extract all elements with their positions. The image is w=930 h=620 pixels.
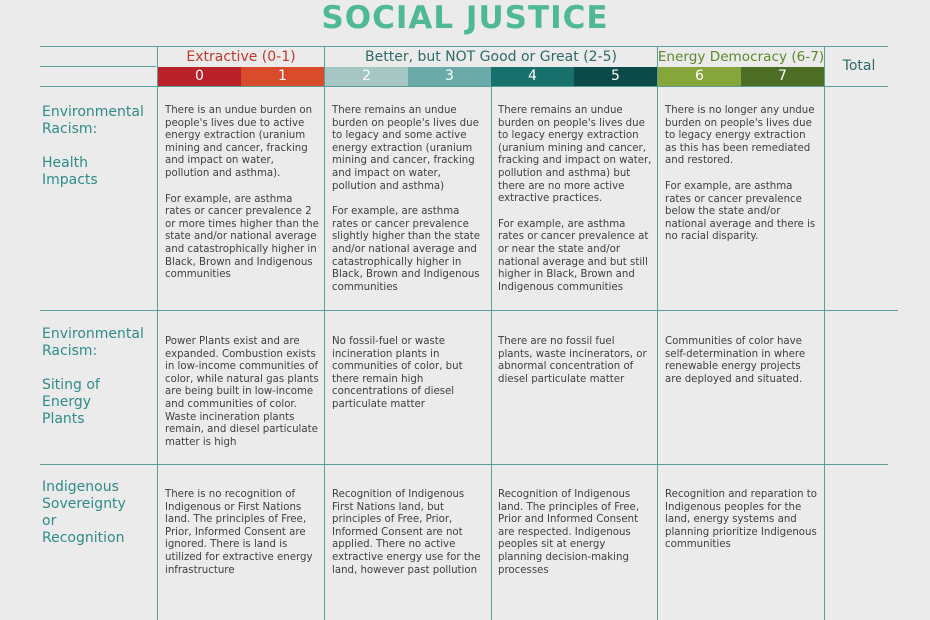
row-label-indigenous: Indigenous Sovereignty or Recognition [42, 479, 126, 546]
group-header-extractive: Extractive (0-1) [186, 49, 296, 65]
cell-siting-better-high: There are no fossil fuel plants, waste incinerators, or abnormal concentration of diesel particulate matter [498, 336, 647, 385]
cell-indigenous-better-high: Recognition of Indigenous land. The principles of Free, Prior and Informed Consent are respected. Indigenous peoples sit at energy planning decision-making processes [498, 489, 640, 576]
score-6: 6 [658, 67, 741, 86]
header-mid-rule [40, 66, 156, 67]
score-2: 2 [325, 67, 408, 86]
group-header-better: Better, but NOT Good or Great (2-5) [365, 49, 617, 65]
page-title: SOCIAL JUSTICE [321, 0, 609, 36]
cell-indigenous-extractive: There is no recognition of Indigenous or First Nations land. The principles of Free, Prior, Informed Consent are ignored. There is land is utilized for extractive energy infrastructure [165, 489, 313, 576]
cell-health-energy-democracy: There is no longer any undue burden on people's lives due to legacy energy extraction as this has been remediated and restored. For example, are asthma rates or cancer prevalence below the state and/or national average and there is no racial disparity. [665, 105, 816, 243]
row-divider [40, 464, 888, 465]
score-4: 4 [491, 67, 574, 86]
score-0: 0 [158, 67, 241, 86]
score-1: 1 [241, 67, 324, 86]
row-divider [40, 310, 898, 311]
score-3: 3 [408, 67, 491, 86]
cell-health-better-high: There remains an undue burden on people's lives due to legacy energy extraction (uranium mining and cancer, fracking and impact on water, pollution and asthma) but there are no more active extractive practices. For example, are asthma rates or cancer prevalence at or near the state and/or national average and but still higher in Black, Brown and Indigenous communities [498, 105, 652, 293]
cell-health-extractive: There is an undue burden on people's lives due to active energy extraction (uranium mining and cancer, fracking and impact on water, pollution and asthma). For example, are asthma rates or cancer prevalence 2 or more times higher than the state and/or national average and catastrophically higher in Black, Brown and Indigenous communities [165, 105, 319, 281]
cell-indigenous-better-low: Recognition of Indigenous First Nations land, but principles of Free, Prior, Informed Consent are not applied. There no active extractive energy use for the land, however past pollution [332, 489, 481, 576]
cell-siting-better-low: No fossil-fuel or waste incineration plants in communities of color, but there remain high concentrations of diesel particulate matter [332, 336, 463, 410]
column-divider [824, 46, 825, 620]
cell-siting-extractive: Power Plants exist and are expanded. Combustion exists in low-income communities of color, while natural gas plants are being built in low-income and communities of color. Waste incineration plants remain, and diesel particulate matter is high [165, 336, 319, 448]
header-top-rule [40, 46, 888, 47]
column-divider [324, 46, 325, 620]
row-label-siting: Environmental Racism: Siting of Energy Plants [42, 326, 144, 427]
cell-health-better-low: There remains an undue burden on people's lives due to legacy and some active energy extraction (uranium mining and cancer, fracking and impact on water, pollution and asthma) For example, are asthma rates or cancer prevalence slightly higher than the state and/or national average and catastrophically higher in Black, Brown and Indigenous communities [332, 105, 481, 293]
row-label-health-impacts: Environmental Racism: Health Impacts [42, 104, 144, 188]
column-divider [491, 86, 492, 620]
score-5: 5 [574, 67, 657, 86]
total-header: Total [842, 58, 876, 74]
group-header-energy-democracy: Energy Democracy (6-7) [657, 49, 825, 65]
column-divider [157, 46, 158, 620]
column-divider [657, 46, 658, 620]
cell-indigenous-energy-democracy: Recognition and reparation to Indigenous peoples for the land, energy systems and planning prioritize Indigenous communities [665, 489, 817, 551]
cell-siting-energy-democracy: Communities of color have self-determination in where renewable energy projects are deployed and situated. [665, 336, 806, 385]
header-bottom-rule [40, 86, 888, 87]
score-7: 7 [741, 67, 824, 86]
